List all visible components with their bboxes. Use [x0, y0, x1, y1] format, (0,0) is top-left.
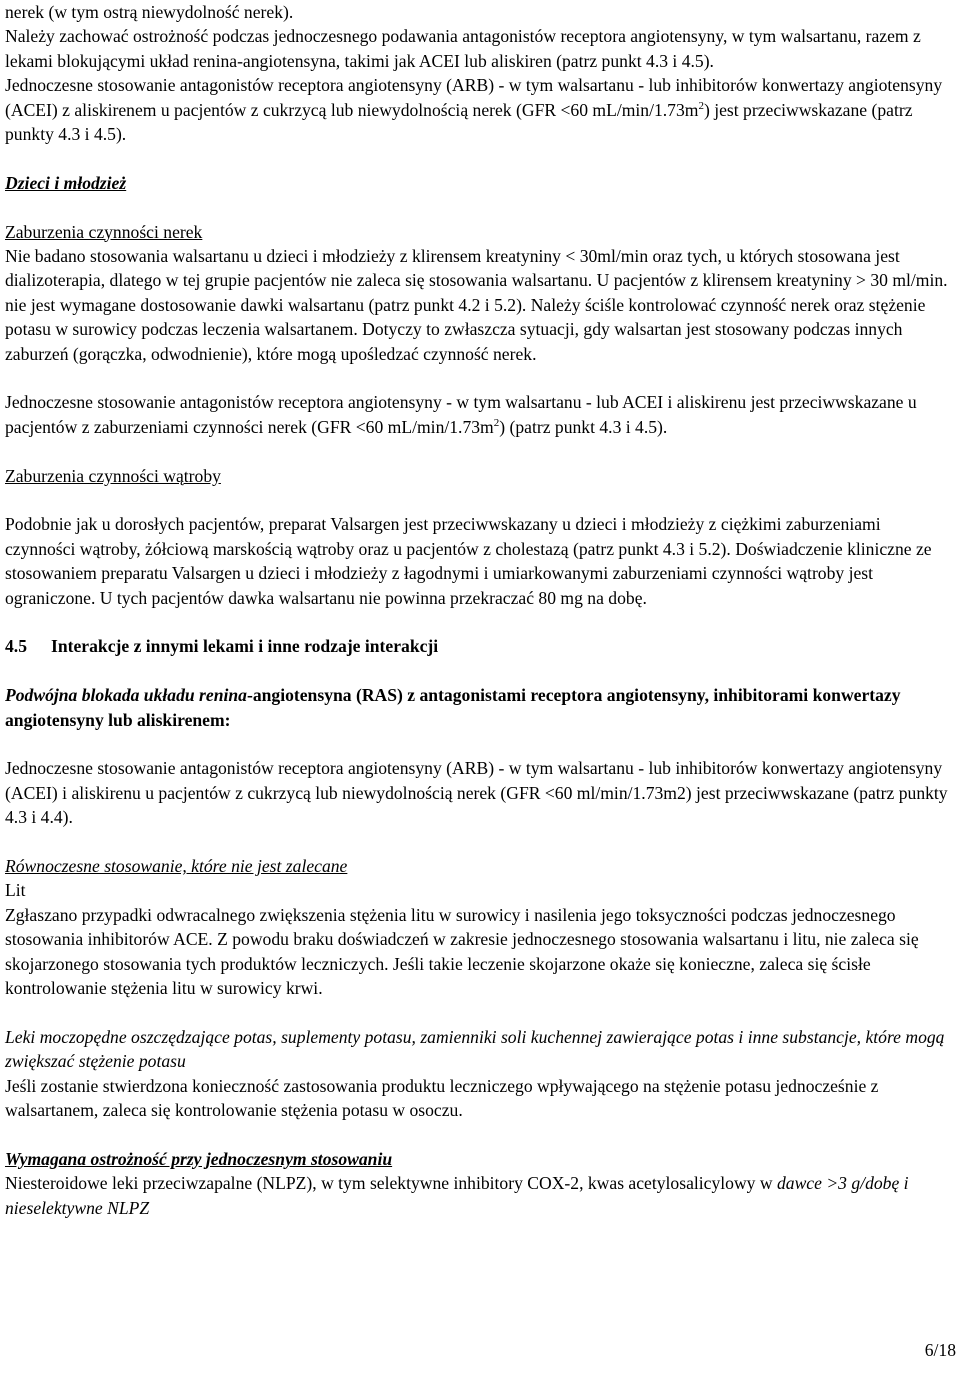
document-page	[5, 0, 955, 1220]
label-lithium: Lit	[5, 880, 26, 901]
heading-rest: -angiotensyna (RAS) z antagonistami receptora angiotensyny, inhibitorami konwertazy angiotensyny lub aliskirenem:	[5, 685, 901, 730]
heading-not-recommended-use: Równoczesne stosowanie, które nie jest zalecane	[5, 856, 348, 877]
text-segment: Jednoczesne stosowanie antagonistów receptora angiotensyny (ARB) - w tym walsartanu - lub inhibitorów konwertazy angiotensyny (ACEI) z aliskirenem u pacjentów z cukrzycą lub niewydolnością nerek (GFR <60 mL/min/1.73m	[5, 75, 943, 120]
heading-dual-ras-blockade	[5, 683, 955, 732]
text-segment-italic: dawce >3 g/dobę i nieselektywne NLPZ	[5, 1173, 909, 1218]
heading-italic-part: Podwójna blokada układu renina	[5, 685, 247, 706]
heading-children-adolescents: Dzieci i młodzież	[5, 172, 127, 193]
page-number: 6/18	[924, 1340, 956, 1360]
paragraph-hepatic-impairment: Podobnie jak u dorosłych pacjentów, preparat Valsargen jest przeciwwskazany u dzieci i młodzieży z ciężkimi zaburzeniami czynności wątroby, żółciową marskością wątroby oraz u pacjentów z cholestazą (patrz punkt 4.3 i 5.2). Doświadczenie kliniczne ze stosowaniem preparatu Valsargen u dzieci i młodzieży z łagodnymi i umiarkowanymi zaburzeniami czynności wątroby jest ograniczone. U tych pacjentów dawka walsartanu nie powinna przekraczać 80 mg na dobę.	[5, 514, 932, 608]
section-heading-4-5	[5, 634, 955, 658]
heading-potassium: Leki moczopędne oszczędzające potas, suplementy potasu, zamienniki soli kuchennej zawierające potas i inne substancje, które mogą zwiększać stężenie potasu	[5, 1026, 945, 1072]
superscript: 2	[698, 99, 704, 112]
paragraph-raas-caution: Należy zachować ostrożność podczas jednoczesnego podawania antagonistów receptora angiotensyny, w tym walsartanu, razem z lekami blokującymi układ renina-angiotensyna, takimi jak ACEI lub aliskiren (patrz punkt 4.3 i 4.5).	[5, 26, 921, 71]
paragraph-renal-contraindication	[5, 390, 955, 439]
superscript: 2	[493, 417, 500, 429]
paragraph-nsaids	[5, 1171, 955, 1220]
heading-caution-concomitant: Wymagana ostrożność przy jednoczesnym stosowaniu	[5, 1148, 393, 1169]
text-segment: Jednoczesne stosowanie antagonistów receptora angiotensyny - w tym walsartanu - lub ACEI i aliskirenu jest przeciwwskazane u pacjentów z zaburzeniami czynności nerek (GFR <60 mL/min/1.73m	[5, 392, 917, 437]
section-number: 4.5	[5, 636, 27, 657]
text-segment: ) (patrz punkt 4.3 i 4.5).	[499, 416, 668, 437]
subheading-hepatic-impairment: Zaburzenia czynności wątroby	[5, 465, 221, 486]
section-title: Interakcje z innymi lekami i inne rodzaje interakcji	[51, 636, 439, 657]
paragraph-lithium: Zgłaszano przypadki odwracalnego zwiększenia stężenia litu w surowicy i nasilenia jego toksyczności podczas jednoczesnego stosowania inhibitorów ACE. Z powodu braku doświadczeń w zakresie jednoczesnego stosowania walsartanu i litu, nie zaleca się skojarzonego stosowania tych produktów leczniczych. Jeśli takie leczenie skojarzone okaże się konieczne, zaleca się ścisłe kontrolowanie stężenia litu w surowicy krwi.	[5, 904, 919, 999]
paragraph-potassium: Jeśli zostanie stwierdzona konieczność zastosowania produktu leczniczego wpływającego na stężenie potasu jednocześnie z walsartanem, zaleca się kontrolowanie stężenia potasu w osoczu.	[5, 1075, 879, 1121]
paragraph-renal-impairment: Nie badano stosowania walsartanu u dzieci i młodzieży z klirensem kreatyniny < 30ml/min oraz tych, u których stosowana jest dializoterapia, dlatego w tej grupie pacjentów nie zaleca się stosowania walsartanu. U pacjentów z klirensem kreatyniny > 30 ml/min. nie jest wymagane dostosowanie dawki walsartanu (patrz punkt 4.2 i 5.2). Należy ściśle kontrolować czynność nerek oraz stężenie potasu w surowicy podczas leczenia walsartanem. Dotyczy to zwłaszcza sytuacji, gdy walsartan jest stosowany podczas innych zaburzeń (gorączka, odwodnienie), które mogą upośledzać czynność nerek.	[5, 246, 948, 364]
text-segment: Niesteroidowe leki przeciwzapalne (NLPZ), w tym selektywne inhibitory COX-2, kwas acetylosalicylowy w	[5, 1173, 777, 1194]
paragraph-renal-failure-end: nerek (w tym ostrą niewydolność nerek).	[5, 2, 294, 22]
text-segment: ) jest przeciwwskazane (patrz punkty 4.3 i 4.5).	[5, 99, 913, 145]
paragraph-dual-ras-blockade: Jednoczesne stosowanie antagonistów receptora angiotensyny (ARB) - w tym walsartanu - lub inhibitorów konwertazy angiotensyny (ACEI) i aliskirenu u pacjentów z cukrzycą lub niewydolnością nerek (GFR <60 ml/min/1.73m2) jest przeciwwskazane (patrz punkty 4.3 i 4.4).	[5, 758, 948, 828]
subheading-renal-impairment: Zaburzenia czynności nerek	[5, 221, 203, 242]
paragraph-arb-aliskiren-contraindication	[5, 73, 955, 146]
